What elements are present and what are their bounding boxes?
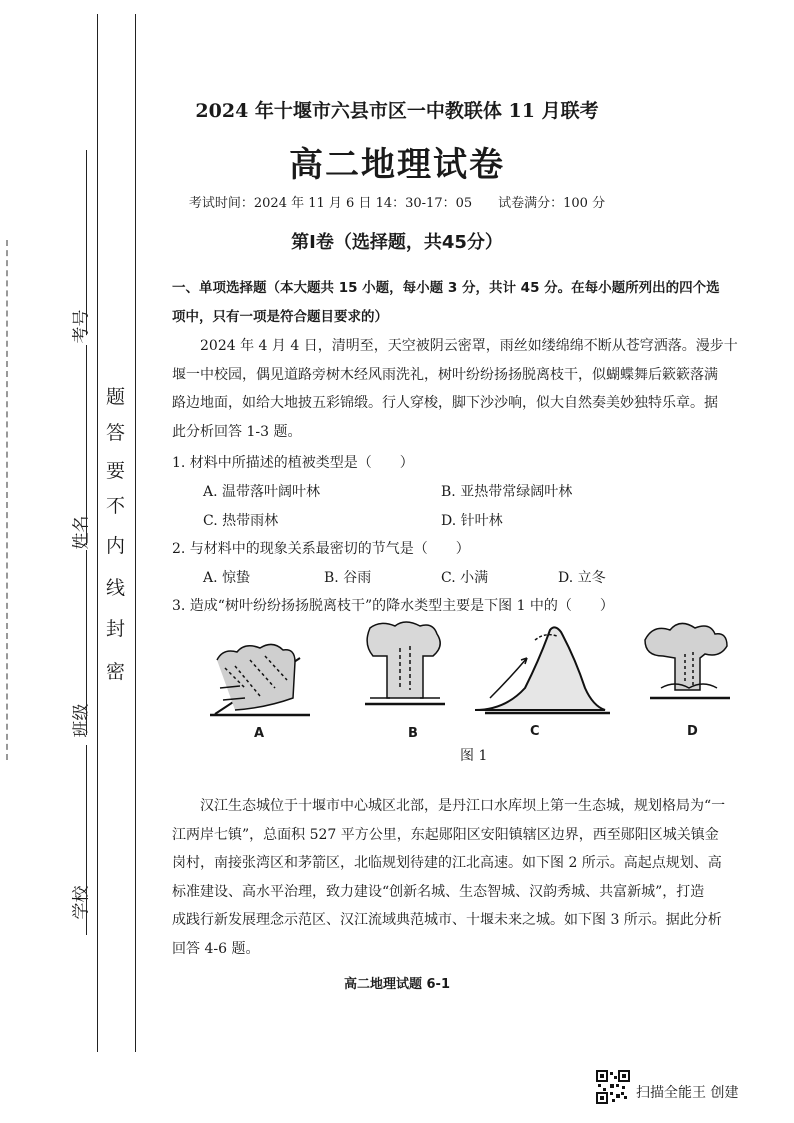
exam-title: 2024 年十堰市六县市区一中教联体 11 月联考 bbox=[195, 100, 599, 122]
figure-1-panel-d bbox=[645, 623, 730, 698]
school-line[interactable] bbox=[86, 745, 87, 935]
instructions bbox=[172, 274, 764, 331]
figure-1-panel-b bbox=[365, 622, 445, 704]
passage-line: 此分析回答 1-3 题。 bbox=[172, 423, 302, 440]
question-1-option-c[interactable]: C. 热带雨林 bbox=[203, 513, 279, 529]
figure-1-panel-c bbox=[475, 627, 610, 713]
passage-line: 成践行新发展理念示范区、汉江流域典范城市、十堰未来之城。如下图 3 所示。据此分析 bbox=[172, 912, 722, 928]
instructions-line: 项中，只有一项是符合题目要求的） bbox=[172, 308, 388, 325]
cut-line bbox=[6, 240, 8, 760]
passage-line: 汉江生态城位于十堰市中心城区北部，是丹江口水库坝上第一生态城，规划格局为“一 bbox=[200, 798, 726, 814]
seal-char: 要 bbox=[106, 460, 126, 482]
school-label: 学校 bbox=[71, 885, 92, 920]
question-2-stem: 2. 与材料中的现象关系最密切的节气是（ ） bbox=[172, 541, 470, 557]
seal-char: 答 bbox=[106, 422, 126, 444]
figure-1 bbox=[205, 618, 745, 728]
question-3-stem: 3. 造成“树叶纷纷扬扬脱离枝干”的降水类型主要是下图 1 中的（ ） bbox=[172, 598, 614, 614]
name-line[interactable] bbox=[86, 345, 87, 545]
seal-char: 题 bbox=[106, 386, 126, 408]
passage-line: 标准建设、高水平治理，致力建设“创新名城、生态智城、汉韵秀城、共富新城”，打造 bbox=[172, 883, 705, 900]
question-1-option-d[interactable]: D. 针叶林 bbox=[441, 513, 503, 529]
seal-char: 内 bbox=[106, 535, 126, 557]
question-2-option-b[interactable]: B. 谷雨 bbox=[324, 570, 372, 586]
passage-line: 江两岸七镇”，总面积 527 平方公里，东起郧阳区安阳镇辖区边界，西至郧阳区城关镇金 bbox=[172, 826, 719, 843]
figure-1-label-a: A bbox=[254, 726, 265, 741]
seal-char: 密 bbox=[106, 661, 126, 683]
passage-line: 路边地面，如给大地披五彩锦缎。行人穿梭，脚下沙沙响，似大自然奏美妙独特乐章。据 bbox=[172, 395, 718, 411]
exam-no-label: 考号 bbox=[71, 309, 92, 344]
scanner-watermark: 扫描全能王 创建 bbox=[636, 1085, 739, 1101]
figure-1-label-b: B bbox=[408, 726, 418, 741]
passage-line: 岗村，南接张湾区和茅箭区，北临规划待建的江北高速。如下图 2 所示。高起点规划、高 bbox=[172, 855, 722, 871]
question-2-option-c[interactable]: C. 小满 bbox=[441, 570, 489, 586]
seal-char: 不 bbox=[106, 495, 126, 517]
name-label: 姓名 bbox=[71, 515, 92, 550]
question-2-option-a[interactable]: A. 惊蛰 bbox=[203, 570, 251, 586]
question-2-option-d[interactable]: D. 立冬 bbox=[558, 570, 606, 586]
figure-1-label-d: D bbox=[687, 724, 698, 739]
instructions-line: 一、单项选择题（本大题共 15 小题，每小题 3 分，共计 45 分。在每小题所列出的四个选 bbox=[172, 280, 720, 296]
qr-code-icon bbox=[596, 1070, 630, 1104]
paper-title: 高二地理试卷 bbox=[289, 145, 505, 185]
question-1-stem: 1. 材料中所描述的植被类型是（ ） bbox=[172, 455, 414, 471]
seal-char: 封 bbox=[106, 618, 126, 640]
figure-1-caption: 图 1 bbox=[460, 748, 488, 764]
class-line[interactable] bbox=[86, 550, 87, 735]
passage-line: 堰一中校园，偶见道路旁树木经风雨洗礼，树叶纷纷扬扬脱离枝干，似蝴蝶舞后簌簌落满 bbox=[172, 366, 718, 383]
page-label: 高二地理试题 6-1 bbox=[343, 977, 450, 992]
passage-1 bbox=[172, 332, 764, 446]
figure-1-panel-a bbox=[210, 644, 310, 715]
passage-line: 回答 4-6 题。 bbox=[172, 940, 260, 957]
question-1-option-a[interactable]: A. 温带落叶阔叶林 bbox=[203, 484, 321, 500]
passage-2 bbox=[172, 792, 764, 963]
class-label: 班级 bbox=[71, 703, 92, 738]
passage-line: 2024 年 4 月 4 日，清明至，天空被阴云密罩，雨丝如缕绵绵不断从苍穹洒落。漫步十 bbox=[200, 338, 738, 354]
seal-char: 线 bbox=[106, 577, 126, 599]
exam-info: 考试时间：2024 年 11 月 6 日 14：30-17：05 试卷满分：100 分 bbox=[188, 196, 606, 211]
section-title: 第Ⅰ卷（选择题，共45分） bbox=[291, 232, 503, 253]
question-1-option-b[interactable]: B. 亚热带常绿阔叶林 bbox=[441, 484, 573, 500]
figure-1-label-c: C bbox=[530, 724, 540, 739]
